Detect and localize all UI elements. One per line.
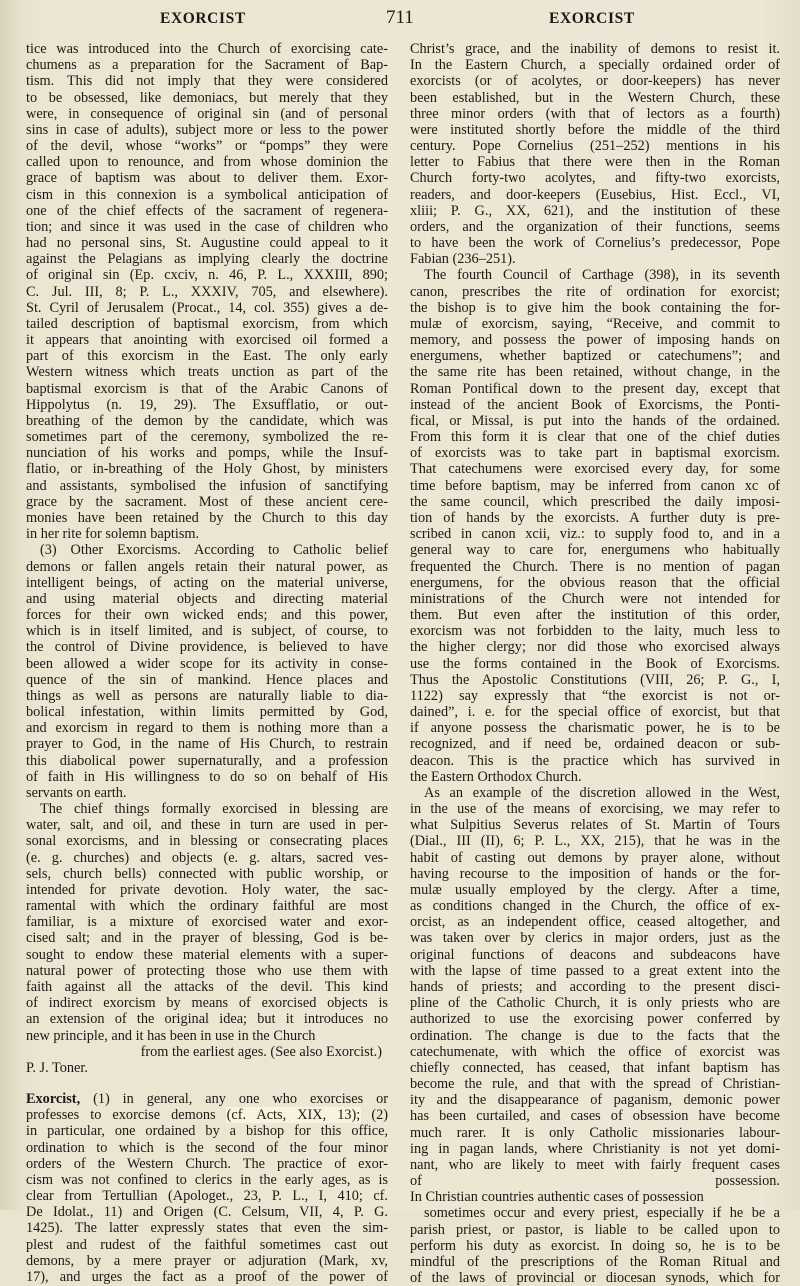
text-line: instead of the ancient Book of Exorcisms, the Ponti- [410, 396, 780, 413]
text-line: grace of baptism was about to deliver them. Exor- [26, 170, 388, 187]
text-line: cism was not confined to clerics in the early ages, as is [26, 1171, 388, 1188]
text-line: of the laws of provincial or diocesan synods, which for [410, 1270, 780, 1286]
text-line: to be obsessed, like demoniacs, but merely that they [26, 89, 388, 106]
text-line: and assistants, symbolised the infusion of sanctifying [26, 477, 388, 494]
text-line: what Sulpitius Severus relates of St. Martin of Tours [410, 817, 780, 834]
text-line: nunciation of his works and pomps, while the Insuf- [26, 445, 388, 462]
text-line: As an example of the discretion allowed in the West, [424, 784, 780, 801]
text-line: the Eastern Orthodox Church. [410, 768, 582, 785]
text-line: demons or fallen angels retain their natural power, as [26, 558, 388, 575]
text-line: 17), and urges the fact as a proof of the power of [26, 1268, 388, 1285]
text-line: authorized to use the exorcising power conferred by [410, 1011, 780, 1028]
text-line: nant, who are likely to meet with fairly frequent cases [410, 1156, 780, 1173]
text-line: deacon. This is the practice which has survived in [410, 752, 780, 769]
text-line: tism. This did not imply that they were considered [26, 73, 388, 90]
text-line: mulæ of exorcism, saying, “Receive, and commit to [410, 315, 780, 332]
text-line: century. Pope Cornelius (251–252) mentions in his [410, 138, 780, 155]
text-line: intended for private devotion. Holy water, the sac- [26, 881, 388, 898]
text-line: habit of casting out demons by prayer alone, without [410, 849, 780, 866]
text-line: one of the chief effects of the sacrament of regenera- [26, 202, 388, 219]
text-line: general way to care for, energumens who habitually [410, 542, 780, 559]
text-line: exorcism was not forbidden to the laity, much less to [410, 623, 780, 640]
text-line: was taken over by clerics in major orders, just as the [410, 930, 780, 947]
entry-first-line-rest: (1) in general, any one who exorcises or [80, 1091, 388, 1108]
text-line: with the lapse of time passed to a great extent into the [410, 962, 780, 979]
text-line: if anyone possess the charismatic power, he is to be [410, 720, 780, 737]
text-line: C. Jul. III, 8; P. L., XXXIV, 705, and elsewhere). [26, 283, 388, 300]
text-line: quence of the sin of mankind. Hence places and [26, 671, 388, 688]
text-line: (Dial., III (II), 6; P. L., XX, 215), that he was in the [410, 833, 780, 850]
text-line: were instituted shortly before the middle of the third [410, 121, 780, 138]
text-line: tice was introduced into the Church of exorcising cate- [26, 41, 388, 57]
text-line: ing in pagan lands, where Christianity is not yet domi- [410, 1140, 780, 1157]
text-line: sometimes occur and every priest, especially if he be a [424, 1205, 780, 1222]
text-line: sonal exorcisms, and in blessing or consecrating places [26, 833, 388, 850]
text-line: In Christian countries authentic cases of possession [410, 1189, 704, 1206]
text-line: the control of Divine providence, is believed to have [26, 639, 388, 656]
highlighted-citation[interactable]: (cf. Acts, XIX, 13); [226, 1107, 361, 1124]
text-line: faith against all the attacks of the devil. This kind [26, 979, 388, 995]
text-line: sometimes part of the ceremony, symbolized the re- [26, 429, 388, 446]
header-left-title: EXORCIST [160, 10, 246, 27]
text-line: and using material objects and directing material [26, 590, 388, 607]
text-line: (3) Other Exorcisms. According to Catholic belief [40, 542, 388, 559]
text-line: in her rite for solemn baptism. [26, 526, 200, 543]
entry-separator [26, 1076, 388, 1091]
text-line: has been curtailed, and cases of obsession have become [410, 1108, 780, 1125]
text-line: Roman Pontifical down to the present day, except that [410, 380, 780, 397]
text-line: of the devil, whose “works” or “pomps” they were [26, 138, 388, 155]
text-line: canon, prescribes the rite of ordination for exorcist; [410, 283, 780, 300]
text-line: been established, but in the Western Church, these [410, 89, 780, 106]
text-line: Christ’s grace, and the inability of demons to resist it. [410, 41, 780, 57]
entry-line2-before: professes to exorcise demons [26, 1107, 227, 1124]
text-line: them. But even after the institution of this order, [410, 607, 780, 624]
text-line: bolical infestation, within limits permitted by God, [26, 704, 388, 721]
text-line: sels, church bells) connected with public worship, or [26, 865, 388, 882]
text-line: That catechumens were exorcised every day, for some [410, 461, 780, 478]
entry-second-line [26, 1107, 388, 1123]
text-line: chiefly connected, has ceased, that infant baptism has [410, 1059, 780, 1076]
text-line: dained”, i. e. for the special office of exorcist, but that [410, 704, 780, 721]
text-line: natural power of protecting those who use them with [26, 962, 388, 979]
text-line: xliii; P. G., XX, 621), and the institution of these [410, 202, 780, 219]
text-line: From this form it is clear that one of the chief duties [410, 429, 780, 446]
text-line: new principle, and it has been in use in the Church [26, 1027, 316, 1044]
running-header [0, 7, 800, 34]
text-line: ordination. The change is due to the facts that the [410, 1027, 780, 1044]
text-line: in particular, one ordained by a bishop for this office, [26, 1123, 388, 1140]
text-line: clear from Tertullian (Apologet., 23, P. L., I, 410; cf. [26, 1188, 388, 1205]
text-line: chumens as a preparation for the Sacrament of Bap- [26, 57, 388, 74]
text-line: this diabolical power supernaturally, and a profession [26, 752, 388, 769]
text-line: hands of priests; and according to the present disci- [410, 979, 780, 995]
text-line: Thus the Apostolic Constitutions (VIII, 26; P. G., I, [410, 671, 780, 688]
text-line: mindful of the prescriptions of the Roman Ritual and [410, 1253, 780, 1270]
text-line: mulæ usually employed by the clergy. After a time, [410, 881, 780, 898]
text-line: breathing of the demon by the candidate, which was [26, 412, 388, 429]
text-line: having recourse to the imposition of hands or the for- [410, 865, 780, 882]
text-line: intelligent beings, of acting on the material universe, [26, 574, 388, 591]
text-line: Western witness which treats unction as part of the [26, 364, 388, 381]
text-line: tion; and since it was used in the case of children who [26, 218, 388, 235]
text-line: ramental with which the ordinary faithful are most [26, 898, 388, 915]
page-number: 711 [386, 7, 414, 28]
text-line: In the Eastern Church, a specially ordained order of [410, 57, 780, 74]
text-line: the higher clergy; nor did those who exorcised always [410, 639, 780, 656]
text-line: to have been the work of Cornelius’s predecessor, Pope [410, 235, 780, 252]
text-line: frequented the Church. There is no mention of pagan [410, 558, 780, 575]
entry-term: Exorcist, [26, 1091, 81, 1108]
entry-line2-after: (2) [360, 1107, 388, 1124]
text-line: flatio, or in-breathing of the Holy Ghost, by ministers [26, 461, 388, 478]
text-line: energumens, whether baptized or catechumens”; and [410, 348, 780, 365]
text-line: ordination to which is the second of the four minor [26, 1139, 388, 1156]
text-line: memory, and possess the power of imposing hands on [410, 332, 780, 349]
text-line: much rarer. It is only Catholic missionaries labour- [410, 1124, 780, 1141]
text-line: demons, by a mere prayer or adjuration (Mark, xv, [26, 1252, 388, 1269]
text-line: De Idolat., 11) and Origen (C. Celsum, VII, 4, P. G. [26, 1204, 388, 1221]
text-line: called upon to renounce, and from whose dominion the [26, 154, 388, 171]
text-line: Fabian (236–251). [410, 251, 516, 268]
text-line: monies have been retained by the Church to this day [26, 509, 388, 526]
text-line: plest and rudest of the faithful sometimes cast out [26, 1236, 388, 1253]
text-line: tailed description of baptismal exorcism, from which [26, 315, 388, 332]
text-line: of possession. [410, 1173, 780, 1190]
text-line: 1425). The latter expressly states that even the sim- [26, 1220, 388, 1237]
text-line: had no personal sins, St. Augustine could appeal to it [26, 235, 388, 252]
text-line: (e. g. churches) and objects (e. g. altars, sacred ves- [26, 849, 388, 866]
left-column [26, 41, 388, 1285]
entry-first-line [26, 1091, 388, 1107]
text-line: in the use of the means of exorcising, we may refer to [410, 801, 780, 818]
text-line: water, salt, and oil, and these in turn are used in per- [26, 817, 388, 834]
text-line: the same rite has been retained, without change, in the [410, 364, 780, 381]
text-line: cised salt; and in the prayer of blessing, God is be- [26, 930, 388, 947]
text-line: St. Cyril of Jerusalem (Procat., 14, col. 355) gives a de- [26, 299, 388, 316]
text-line: servants on earth. [26, 784, 127, 801]
text-line: were, in consequence of original sin (and of personal [26, 105, 388, 122]
text-line: ministrations of the Church were not intended for [410, 590, 780, 607]
text-line: Church forty-two acolytes, and fifty-two exorcists, [410, 170, 780, 187]
entry-exorcist [26, 1091, 388, 1285]
text-line: sought to endow these material elements with a super- [26, 946, 388, 963]
text-line: of indirect exorcism by means of exorcised objects is [26, 995, 388, 1012]
text-line: time before baptism, may be inferred from canon xc of [410, 477, 780, 494]
right-column [410, 41, 780, 1286]
text-line: cism in this connexion is a symbolical anticipation of [26, 186, 388, 203]
text-line: parish priest, or pastor, is liable to be called upon to [410, 1221, 780, 1238]
text-line: original functions of deacons and subdeacons have [410, 946, 780, 963]
text-line: the bishop is to give him the book containing the for- [410, 299, 780, 316]
text-line: letter to Fabius that there were then in the Roman [410, 154, 780, 171]
text-line: pline of the Catholic Church, it is only priests who are [410, 995, 780, 1012]
text-line: The chief things formally exorcised in blessing are [40, 801, 388, 818]
text-line: scribed in canon xcii, viz.: to supply food to, and in a [410, 526, 780, 543]
text-line: orders of the Western Church. The practice of exor- [26, 1155, 388, 1172]
text-line: against the Pelagians as implying clearly the doctrine [26, 251, 388, 268]
text-line: readers, and door-keepers (Eusebius, Hist. Eccl., VI, [410, 186, 780, 203]
text-line: energumens, for the obvious reason that the official [410, 574, 780, 591]
header-right-title: EXORCIST [549, 10, 635, 27]
text-line: which is in itself limited, and is subject, of course, to [26, 623, 388, 640]
text-line: ity and the disappearance of paganism, demonic power [410, 1092, 780, 1109]
text-line: three minor orders (with that of lectors as a fourth) [410, 105, 780, 122]
text-line: as conditions changed in the Church, the office of ex- [410, 898, 780, 915]
text-line: grace by the sacrament. Most of these ancient cere- [26, 493, 388, 510]
text-line: use the forms contained in the Book of Exorcisms. [410, 655, 780, 672]
text-line: and exorcism in regard to them is nothing more than a [26, 720, 388, 737]
text-line: Hippolytus (n. 19, 29). The Exsufflatio, or out- [26, 396, 388, 413]
text-line: become the rule, and that with the spread of Christian- [410, 1076, 780, 1093]
text-line: tion of hands by the exorcists. A further duty is pre- [410, 510, 780, 526]
text-line: of exorcists was to take part in baptismal exorcism. [410, 445, 780, 462]
right-article-text [410, 41, 780, 1286]
left-article-text [26, 41, 388, 1076]
text-line: things as well as persons are naturally liable to dia- [26, 687, 388, 704]
text-line: sins in case of adults), subject more or less to the power [26, 121, 388, 138]
text-line: prayer to God, in the name of His Church, to restrain [26, 736, 388, 753]
text-line: recognized, and if need be, ordained deacon or sub- [410, 736, 780, 753]
text-line: forces for their own wicked ends; and this power, [26, 607, 388, 624]
text-line: P. J. Toner. [26, 1059, 88, 1076]
text-line: been allowed a wider scope for its activity in conse- [26, 655, 388, 672]
text-line: orders, and the organization of their functions, seems [410, 218, 780, 235]
text-line: the same council, which prescribed the daily imposi- [410, 493, 780, 510]
text-line: an extension of the original idea; but it introduces no [26, 1011, 388, 1028]
entry-body-text [26, 1123, 388, 1285]
text-line: 1122) say expressly that “the exorcist is not or- [410, 687, 780, 704]
text-line: from the earliest ages. (See also Exorcist.) [140, 1043, 382, 1060]
text-line: of original sin (Ep. cxciv, n. 46, P. L., XXXIII, 890; [26, 267, 388, 284]
text-line: The fourth Council of Carthage (398), in its seventh [424, 267, 780, 284]
text-line: familiar, is a mixture of exorcised water and exor- [26, 914, 388, 931]
text-line: fical, or Missal, is put into the hands of the ordained. [410, 412, 780, 429]
text-line: orcist, as an independent office, ceased altogether, and [410, 914, 780, 931]
text-line: baptismal exorcism is that of the Arabic Canons of [26, 380, 388, 397]
text-line: perform his duty as exorcist. In doing so, he is to be [410, 1237, 780, 1254]
text-line: exorcists (or of acolytes, or door-keepers) has never [410, 73, 780, 90]
text-line: it appears that anointing with exorcised oil formed a [26, 332, 388, 349]
text-line: part of this exorcism in the East. The only early [26, 348, 388, 365]
text-line: catechumenate, with which the office of exorcist was [410, 1043, 780, 1060]
text-line: of faith in His willingness to do so on behalf of His [26, 768, 388, 785]
